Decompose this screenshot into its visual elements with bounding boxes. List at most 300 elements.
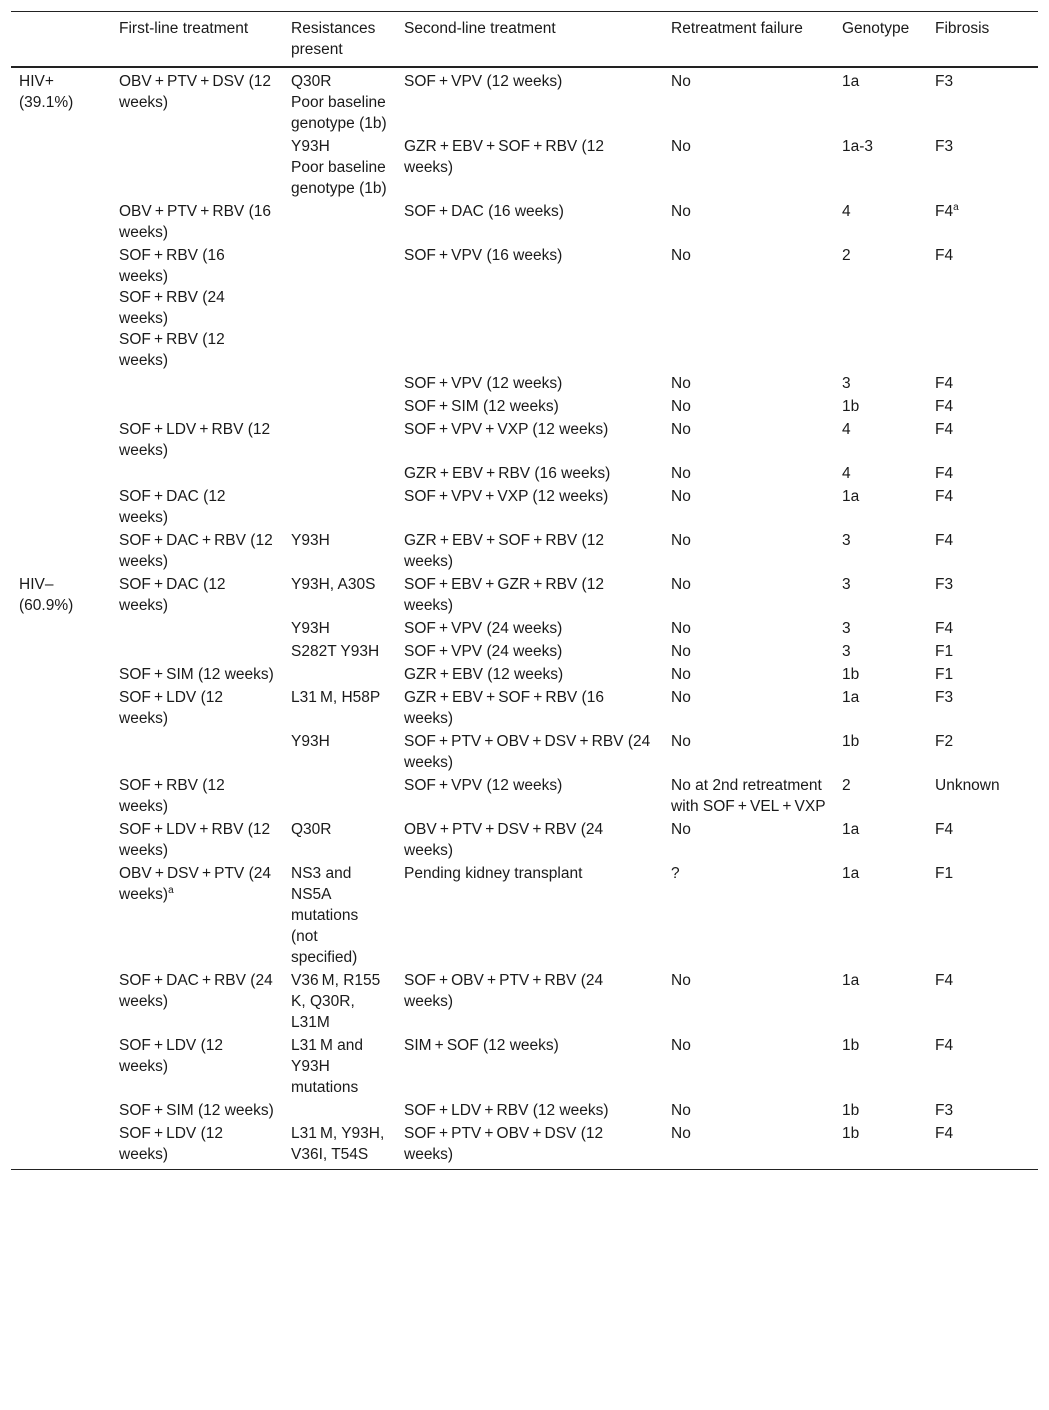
cell-fibrosis-text: F4	[935, 203, 954, 220]
cell-genotype-text: 2	[842, 777, 851, 794]
cell-group	[11, 1034, 111, 1099]
cell-genotype-text: 2	[842, 247, 851, 264]
cell-fibrosis-text: F3	[935, 1102, 954, 1119]
cell-resistances	[283, 969, 396, 1034]
cell-retreatment-failure	[663, 244, 834, 372]
cell-first-line	[111, 969, 283, 1034]
cell-second-line-text: SOF + SIM (12 weeks)	[404, 398, 559, 415]
cell-second-line	[396, 418, 663, 462]
cell-fibrosis	[927, 640, 1038, 663]
cell-first-line	[111, 640, 283, 663]
table-row	[11, 372, 1038, 395]
cell-fibrosis-text: F4	[935, 972, 954, 989]
table-row	[11, 395, 1038, 418]
cell-second-line-text: SOF + VPV + VXP (12 weeks)	[404, 421, 609, 438]
cell-first-line-text: SOF + DAC (12 weeks)	[119, 576, 226, 614]
cell-group	[11, 686, 111, 730]
cell-first-line-text: OBV + PTV + DSV (12 weeks)	[119, 73, 271, 111]
cell-group	[11, 573, 111, 617]
cell-second-line-text: SOF + VPV (12 weeks)	[404, 375, 563, 392]
cell-fibrosis	[927, 244, 1038, 372]
cell-fibrosis	[927, 462, 1038, 485]
cell-genotype	[834, 573, 927, 617]
cell-retreatment-failure	[663, 418, 834, 462]
cell-second-line-text: GZR + EBV + RBV (16 weeks)	[404, 465, 611, 482]
cell-second-line	[396, 462, 663, 485]
cell-first-line-text: OBV + DSV + PTV (24 weeks)	[119, 865, 271, 903]
table-row	[11, 862, 1038, 969]
cell-second-line	[396, 67, 663, 135]
table-row	[11, 573, 1038, 617]
table-row	[11, 67, 1038, 135]
cell-retreatment-failure	[663, 200, 834, 244]
cell-second-line-text: SOF + PTV + OBV + DSV + RBV (24 weeks)	[404, 733, 651, 771]
cell-fibrosis	[927, 485, 1038, 529]
cell-retreatment-failure-text: No	[671, 689, 691, 706]
cell-first-line-text: SOF + LDV (12 weeks)	[119, 689, 223, 727]
cell-resistances-text: Poor baseline genotype (1b)	[291, 94, 387, 132]
table-row	[11, 529, 1038, 573]
cell-retreatment-failure-text: No	[671, 375, 691, 392]
header-row	[11, 12, 1038, 68]
table-row	[11, 135, 1038, 200]
cell-first-line	[111, 395, 283, 418]
cell-resistances-text: Y93H	[291, 138, 330, 155]
cell-second-line	[396, 372, 663, 395]
cell-retreatment-failure	[663, 640, 834, 663]
cell-retreatment-failure	[663, 969, 834, 1034]
cell-genotype	[834, 663, 927, 686]
cell-resistances	[283, 573, 396, 617]
table-row	[11, 818, 1038, 862]
cell-retreatment-failure	[663, 617, 834, 640]
cell-resistances	[283, 1099, 396, 1122]
cell-resistances-text: Y93H	[291, 733, 330, 750]
cell-first-line	[111, 862, 283, 969]
cell-resistances	[283, 640, 396, 663]
cell-group	[11, 1099, 111, 1122]
cell-second-line	[396, 640, 663, 663]
cell-first-line-text: SOF + LDV + RBV (12 weeks)	[119, 821, 271, 859]
cell-first-line	[111, 730, 283, 774]
cell-fibrosis-text: F4	[935, 1037, 954, 1054]
cell-resistances	[283, 617, 396, 640]
cell-fibrosis	[927, 774, 1038, 818]
header-resistances: Resistances present	[283, 12, 396, 68]
header-second-line: Second-line treatment	[396, 12, 663, 68]
cell-retreatment-failure	[663, 395, 834, 418]
cell-resistances	[283, 462, 396, 485]
cell-second-line-text: SOF + VPV (24 weeks)	[404, 643, 563, 660]
table-row	[11, 1099, 1038, 1122]
cell-first-line-text: SOF + LDV (12 weeks)	[119, 1125, 223, 1163]
cell-second-line	[396, 135, 663, 200]
cell-first-line-text: SOF + LDV + RBV (12 weeks)	[119, 421, 271, 459]
cell-second-line-text: SOF + LDV + RBV (12 weeks)	[404, 1102, 609, 1119]
cell-group	[11, 462, 111, 485]
header-group	[11, 12, 111, 68]
cell-group	[11, 663, 111, 686]
cell-fibrosis-text: F4	[935, 532, 954, 549]
cell-fibrosis	[927, 818, 1038, 862]
cell-second-line-text: SOF + OBV + PTV + RBV (24 weeks)	[404, 972, 604, 1010]
cell-resistances	[283, 485, 396, 529]
cell-fibrosis-text: F4	[935, 821, 954, 838]
cell-group	[11, 774, 111, 818]
cell-fibrosis	[927, 573, 1038, 617]
cell-second-line-text: GZR + EBV (12 weeks)	[404, 666, 564, 683]
cell-genotype-text: 1a	[842, 972, 860, 989]
header-fibrosis: Fibrosis	[927, 12, 1038, 68]
table-row	[11, 686, 1038, 730]
cell-retreatment-failure-text: No	[671, 666, 691, 683]
cell-retreatment-failure	[663, 1034, 834, 1099]
cell-first-line	[111, 573, 283, 617]
cell-group-text: HIV– (60.9%)	[19, 576, 74, 614]
cell-fibrosis-text: F3	[935, 138, 954, 155]
treatment-table	[11, 11, 1038, 1170]
cell-genotype	[834, 395, 927, 418]
cell-resistances	[283, 244, 396, 372]
cell-group-text: HIV+ (39.1%)	[19, 73, 74, 111]
cell-genotype-text: 4	[842, 421, 851, 438]
cell-resistances	[283, 1034, 396, 1099]
cell-resistances	[283, 686, 396, 730]
cell-genotype-text: 1b	[842, 398, 860, 415]
table-row	[11, 485, 1038, 529]
cell-fibrosis-text: F4	[935, 488, 954, 505]
cell-second-line-text: SOF + VPV + VXP (12 weeks)	[404, 488, 609, 505]
cell-fibrosis-text: Unknown	[935, 777, 1000, 794]
table-row	[11, 418, 1038, 462]
footnote-marker: a	[168, 884, 174, 896]
cell-genotype	[834, 1034, 927, 1099]
table-row	[11, 244, 1038, 372]
cell-genotype-text: 1a	[842, 865, 860, 882]
cell-first-line	[111, 617, 283, 640]
cell-fibrosis	[927, 135, 1038, 200]
cell-first-line	[111, 485, 283, 529]
cell-fibrosis	[927, 67, 1038, 135]
cell-second-line	[396, 200, 663, 244]
cell-second-line	[396, 969, 663, 1034]
cell-fibrosis-text: F4	[935, 398, 954, 415]
cell-fibrosis-text: F4	[935, 465, 954, 482]
cell-second-line-text: SOF + VPV (16 weeks)	[404, 247, 563, 264]
cell-fibrosis	[927, 730, 1038, 774]
cell-first-line-text: SOF + SIM (12 weeks)	[119, 1102, 274, 1119]
cell-second-line	[396, 730, 663, 774]
cell-first-line	[111, 244, 283, 372]
cell-first-line-text: SOF + SIM (12 weeks)	[119, 666, 274, 683]
cell-resistances-text: Y93H	[291, 620, 330, 637]
cell-genotype	[834, 617, 927, 640]
cell-fibrosis	[927, 395, 1038, 418]
cell-fibrosis-text: F3	[935, 73, 954, 90]
cell-genotype	[834, 774, 927, 818]
cell-fibrosis-text: F4	[935, 247, 954, 264]
cell-resistances-text: L31 M, H58P	[291, 689, 381, 706]
cell-resistances	[283, 774, 396, 818]
cell-genotype-text: 3	[842, 532, 851, 549]
cell-second-line-text: SOF + PTV + OBV + DSV (12 weeks)	[404, 1125, 604, 1163]
cell-resistances	[283, 67, 396, 135]
cell-genotype	[834, 1122, 927, 1170]
cell-first-line	[111, 1099, 283, 1122]
cell-genotype-text: 3	[842, 576, 851, 593]
cell-genotype	[834, 372, 927, 395]
cell-retreatment-failure-text: No	[671, 1037, 691, 1054]
table-row	[11, 462, 1038, 485]
cell-genotype-text: 1b	[842, 1102, 860, 1119]
cell-retreatment-failure	[663, 686, 834, 730]
cell-genotype-text: 1a-3	[842, 138, 874, 155]
cell-first-line	[111, 462, 283, 485]
cell-first-line-text: SOF + DAC + RBV (12 weeks)	[119, 532, 273, 570]
cell-group	[11, 818, 111, 862]
cell-second-line-text: GZR + EBV + SOF + RBV (12 weeks)	[404, 138, 604, 176]
cell-resistances	[283, 862, 396, 969]
cell-retreatment-failure	[663, 774, 834, 818]
cell-retreatment-failure-text: No	[671, 465, 691, 482]
cell-retreatment-failure	[663, 730, 834, 774]
table-row	[11, 1034, 1038, 1099]
cell-genotype	[834, 862, 927, 969]
cell-genotype-text: 3	[842, 643, 851, 660]
cell-first-line	[111, 135, 283, 200]
cell-genotype-text: 1b	[842, 733, 860, 750]
cell-second-line-text: OBV + PTV + DSV + RBV (24 weeks)	[404, 821, 604, 859]
cell-resistances	[283, 395, 396, 418]
footnote-marker: a	[953, 201, 959, 213]
cell-resistances-text: Y93H, A30S	[291, 576, 376, 593]
cell-genotype	[834, 418, 927, 462]
cell-retreatment-failure-text: No	[671, 1125, 691, 1142]
cell-genotype-text: 3	[842, 375, 851, 392]
table-body	[11, 67, 1038, 1170]
cell-resistances	[283, 730, 396, 774]
cell-resistances-text: Q30R	[291, 821, 332, 838]
cell-second-line	[396, 617, 663, 640]
cell-genotype	[834, 730, 927, 774]
cell-first-line-text: SOF + RBV (24 weeks)	[119, 289, 225, 327]
cell-genotype	[834, 529, 927, 573]
cell-second-line-text: SOF + VPV (24 weeks)	[404, 620, 563, 637]
cell-retreatment-failure	[663, 372, 834, 395]
cell-fibrosis	[927, 372, 1038, 395]
cell-fibrosis	[927, 418, 1038, 462]
cell-retreatment-failure-text: No	[671, 576, 691, 593]
cell-fibrosis	[927, 1122, 1038, 1170]
cell-fibrosis	[927, 663, 1038, 686]
cell-group	[11, 485, 111, 529]
cell-genotype	[834, 969, 927, 1034]
cell-resistances-text: Q30R	[291, 73, 332, 90]
cell-group	[11, 372, 111, 395]
cell-genotype	[834, 686, 927, 730]
table-row	[11, 1122, 1038, 1170]
cell-first-line-text: SOF + RBV (12 weeks)	[119, 331, 225, 369]
cell-fibrosis-text: F3	[935, 689, 954, 706]
cell-retreatment-failure-text: No	[671, 203, 691, 220]
cell-first-line-text: SOF + RBV (16 weeks)	[119, 247, 225, 285]
cell-fibrosis-text: F1	[935, 666, 954, 683]
cell-first-line	[111, 529, 283, 573]
cell-fibrosis-text: F4	[935, 620, 954, 637]
cell-first-line	[111, 418, 283, 462]
cell-second-line-text: SOF + DAC (16 weeks)	[404, 203, 564, 220]
cell-second-line-text: GZR + EBV + SOF + RBV (12 weeks)	[404, 532, 604, 570]
cell-retreatment-failure	[663, 485, 834, 529]
cell-resistances	[283, 663, 396, 686]
cell-second-line	[396, 485, 663, 529]
cell-fibrosis	[927, 200, 1038, 244]
cell-resistances-text: NS3 and NS5A mutations (not specified)	[291, 865, 359, 966]
cell-retreatment-failure	[663, 1122, 834, 1170]
cell-genotype-text: 1a	[842, 488, 860, 505]
table-row	[11, 200, 1038, 244]
cell-first-line	[111, 774, 283, 818]
cell-first-line	[111, 200, 283, 244]
cell-second-line	[396, 395, 663, 418]
cell-first-line	[111, 686, 283, 730]
cell-group	[11, 969, 111, 1034]
cell-genotype-text: 1b	[842, 666, 860, 683]
cell-first-line-text: SOF + DAC (12 weeks)	[119, 488, 226, 526]
cell-second-line	[396, 663, 663, 686]
cell-resistances-text: L31 M, Y93H, V36I, T54S	[291, 1125, 385, 1163]
cell-group	[11, 1122, 111, 1170]
cell-group	[11, 135, 111, 200]
cell-genotype	[834, 485, 927, 529]
cell-fibrosis	[927, 686, 1038, 730]
cell-group	[11, 862, 111, 969]
cell-retreatment-failure-text: No	[671, 247, 691, 264]
table-row	[11, 640, 1038, 663]
cell-genotype	[834, 135, 927, 200]
cell-fibrosis	[927, 1099, 1038, 1122]
cell-second-line-text: Pending kidney transplant	[404, 865, 583, 882]
cell-first-line-text: SOF + DAC + RBV (24 weeks)	[119, 972, 273, 1010]
cell-fibrosis	[927, 969, 1038, 1034]
cell-retreatment-failure-text: No	[671, 421, 691, 438]
cell-group	[11, 617, 111, 640]
cell-resistances	[283, 1122, 396, 1170]
cell-retreatment-failure-text: No	[671, 73, 691, 90]
cell-second-line-text: SOF + VPV (12 weeks)	[404, 73, 563, 90]
cell-retreatment-failure	[663, 818, 834, 862]
cell-resistances-text: Poor baseline genotype (1b)	[291, 159, 387, 197]
cell-fibrosis-text: F1	[935, 643, 954, 660]
cell-first-line-text: SOF + RBV (12 weeks)	[119, 777, 225, 815]
cell-second-line-text: SOF + VPV (12 weeks)	[404, 777, 563, 794]
cell-second-line	[396, 244, 663, 372]
cell-resistances	[283, 818, 396, 862]
header-first-line: First-line treatment	[111, 12, 283, 68]
cell-fibrosis-text: F4	[935, 421, 954, 438]
cell-fibrosis-text: F2	[935, 733, 954, 750]
cell-retreatment-failure	[663, 862, 834, 969]
header-genotype: Genotype	[834, 12, 927, 68]
cell-group	[11, 395, 111, 418]
cell-genotype	[834, 640, 927, 663]
cell-second-line-text: SOF + EBV + GZR + RBV (12 weeks)	[404, 576, 604, 614]
cell-first-line	[111, 663, 283, 686]
cell-retreatment-failure-text: No	[671, 398, 691, 415]
cell-genotype	[834, 818, 927, 862]
cell-first-line	[111, 1122, 283, 1170]
table-row	[11, 617, 1038, 640]
cell-first-line	[111, 818, 283, 862]
table-row	[11, 969, 1038, 1034]
table-row	[11, 663, 1038, 686]
cell-genotype	[834, 462, 927, 485]
cell-fibrosis-text: F4	[935, 375, 954, 392]
cell-retreatment-failure	[663, 67, 834, 135]
cell-retreatment-failure-text: No	[671, 488, 691, 505]
cell-genotype-text: 1a	[842, 689, 860, 706]
cell-second-line	[396, 573, 663, 617]
table-row	[11, 730, 1038, 774]
cell-retreatment-failure-text: No	[671, 972, 691, 989]
cell-retreatment-failure	[663, 135, 834, 200]
cell-first-line	[111, 67, 283, 135]
cell-retreatment-failure-text: No	[671, 138, 691, 155]
cell-fibrosis-text: F3	[935, 576, 954, 593]
cell-group	[11, 418, 111, 462]
cell-genotype	[834, 1099, 927, 1122]
cell-fibrosis	[927, 529, 1038, 573]
cell-genotype-text: 1a	[842, 821, 860, 838]
cell-resistances-text: V36 M, R155 K, Q30R, L31M	[291, 972, 384, 1031]
cell-second-line	[396, 686, 663, 730]
cell-group	[11, 200, 111, 244]
cell-genotype-text: 4	[842, 465, 851, 482]
cell-retreatment-failure	[663, 462, 834, 485]
cell-resistances-text: L31 M and Y93H mutations	[291, 1037, 364, 1096]
cell-resistances	[283, 200, 396, 244]
cell-group	[11, 640, 111, 663]
cell-second-line	[396, 818, 663, 862]
cell-retreatment-failure-text: No	[671, 821, 691, 838]
cell-second-line	[396, 529, 663, 573]
cell-retreatment-failure-text: No	[671, 733, 691, 750]
cell-genotype-text: 4	[842, 203, 851, 220]
cell-retreatment-failure-text: ?	[671, 865, 680, 882]
cell-first-line-text: SOF + LDV (12 weeks)	[119, 1037, 223, 1075]
cell-genotype-text: 1a	[842, 73, 860, 90]
cell-genotype	[834, 244, 927, 372]
cell-retreatment-failure	[663, 529, 834, 573]
cell-first-line	[111, 372, 283, 395]
cell-group	[11, 67, 111, 135]
cell-genotype-text: 3	[842, 620, 851, 637]
cell-resistances	[283, 372, 396, 395]
cell-fibrosis-text: F1	[935, 865, 954, 882]
cell-fibrosis-text: F4	[935, 1125, 954, 1142]
cell-resistances	[283, 418, 396, 462]
cell-second-line-text: SIM + SOF (12 weeks)	[404, 1037, 559, 1054]
cell-retreatment-failure	[663, 1099, 834, 1122]
cell-second-line	[396, 862, 663, 969]
cell-first-line	[111, 1034, 283, 1099]
cell-group	[11, 730, 111, 774]
cell-fibrosis	[927, 862, 1038, 969]
cell-resistances-text: Y93H	[291, 532, 330, 549]
cell-genotype	[834, 200, 927, 244]
cell-second-line	[396, 1034, 663, 1099]
cell-genotype	[834, 67, 927, 135]
